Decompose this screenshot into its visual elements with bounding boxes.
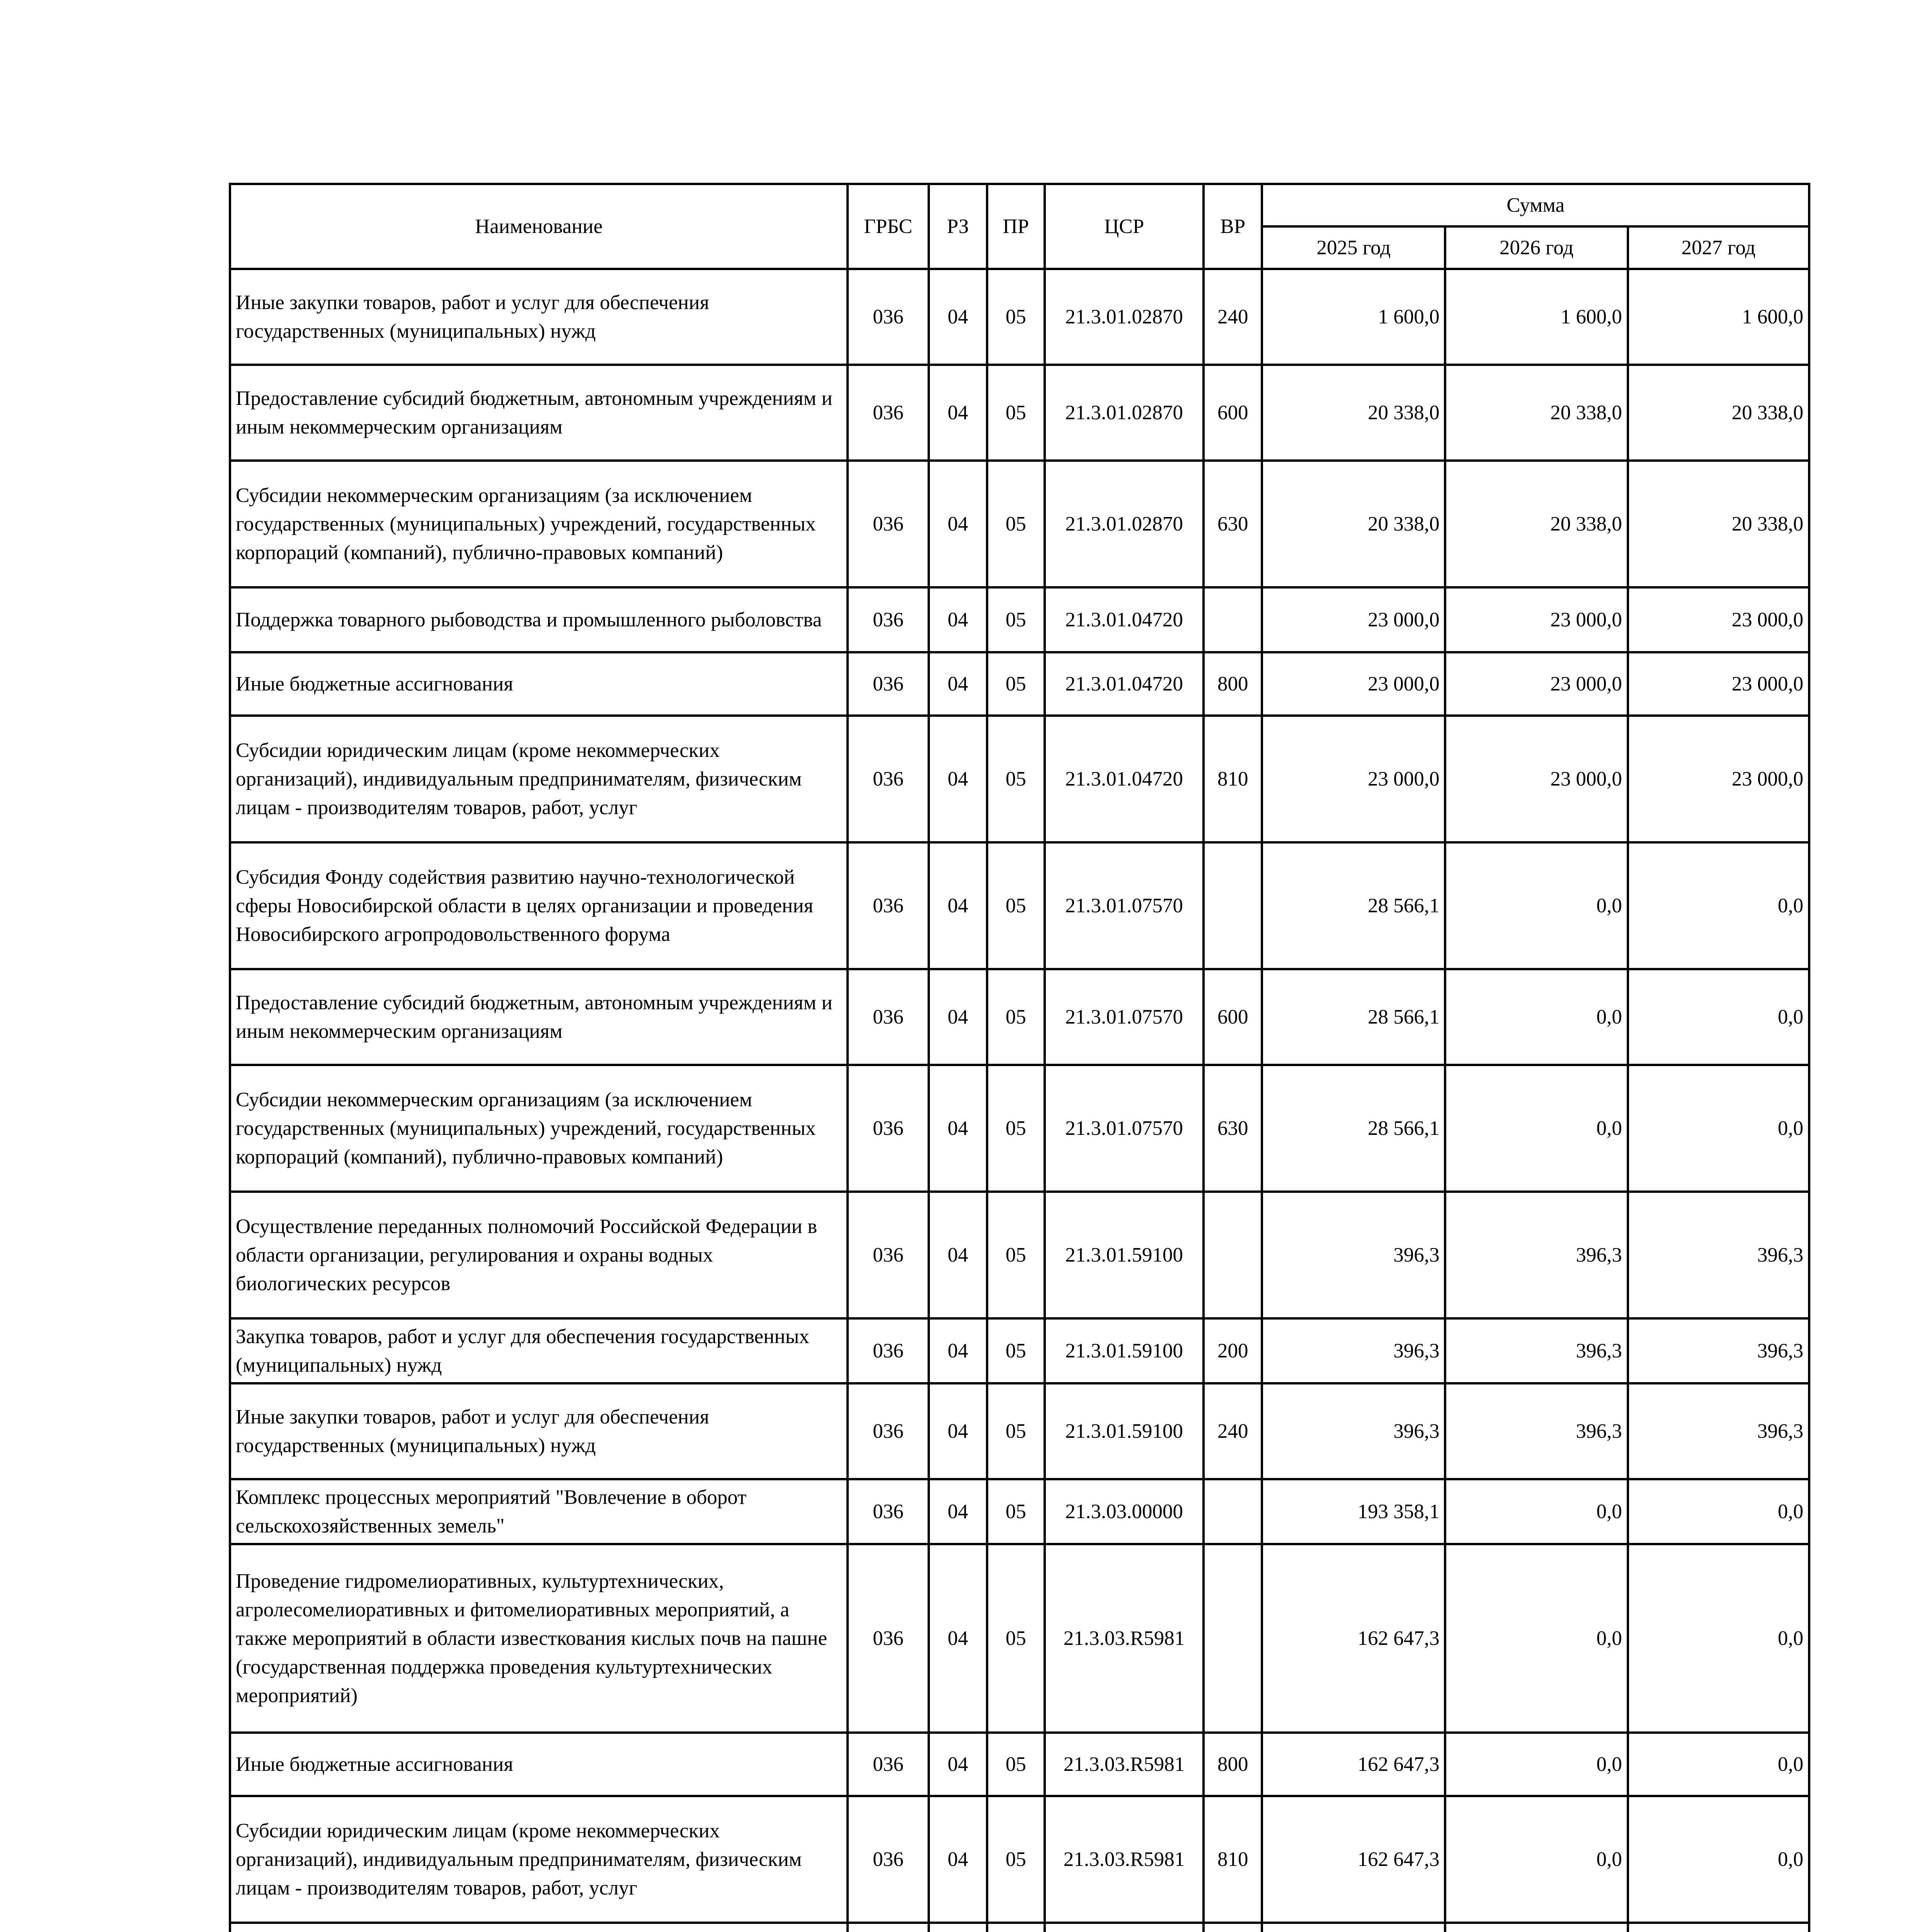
cell-pr: 05 <box>987 716 1045 842</box>
cell-rz: 04 <box>929 1733 987 1796</box>
table-row <box>230 1318 1809 1383</box>
cell-name <box>230 1923 848 1932</box>
cell-2025: 162 647,3 <box>1262 1733 1445 1796</box>
cell-pr: 05 <box>987 1192 1045 1318</box>
table-row <box>230 1544 1809 1733</box>
cell-rz: 04 <box>929 842 987 969</box>
cell-2026: 0,0 <box>1445 842 1628 969</box>
cell-2027: 0,0 <box>1628 1544 1809 1733</box>
cell-csr: 21.3.01.02870 <box>1045 365 1204 461</box>
cell-rz: 04 <box>929 587 987 652</box>
cell-csr: 21.3.01.02870 <box>1045 269 1204 365</box>
cell-grbs: 036 <box>848 1065 929 1192</box>
cell-name: Предоставление субсидий бюджетным, автономным учреждениям и иным некоммерческим организациям <box>230 969 848 1065</box>
cell-2026: 23 000,0 <box>1445 587 1628 652</box>
cell-grbs: 036 <box>848 842 929 969</box>
cell-2025: 20 338,0 <box>1262 365 1445 461</box>
table-row <box>230 716 1809 842</box>
cell-name: Иные бюджетные ассигнования <box>230 1733 848 1796</box>
cell-pr: 05 <box>987 1796 1045 1923</box>
table-row <box>230 587 1809 652</box>
table-row <box>230 1923 1809 1932</box>
cell-csr: 21.3.03.R5981 <box>1045 1796 1204 1923</box>
cell-name: Иные закупки товаров, работ и услуг для обеспечения государственных (муниципальных) нужд <box>230 269 848 365</box>
cell-vr: 810 <box>1204 716 1262 842</box>
cell-2027: 0,0 <box>1628 1479 1809 1544</box>
cell-rz: 04 <box>929 1796 987 1923</box>
cell-name: Проведение гидромелиоративных, культуртехнических, агролесомелиоративных и фитомелиоративных мероприятий, а также мероприятий в области известкования кислых почв на пашне (государственная поддержка проведения культуртехнических мероприятий) <box>230 1544 848 1733</box>
cell-name: Субсидии некоммерческим организациям (за исключением государственных (муниципальных) учреждений, государственных корпораций (компаний), публично-правовых компаний) <box>230 461 848 587</box>
cell-grbs: 036 <box>848 1479 929 1544</box>
cell-name: Иные закупки товаров, работ и услуг для обеспечения государственных (муниципальных) нужд <box>230 1383 848 1479</box>
cell-2027: 23 000,0 <box>1628 587 1809 652</box>
cell-name: Субсидии некоммерческим организациям (за исключением государственных (муниципальных) учреждений, государственных корпораций (компаний), публично-правовых компаний) <box>230 1065 848 1192</box>
cell-csr: 21.3.01.59100 <box>1045 1318 1204 1383</box>
cell-grbs: 036 <box>848 1318 929 1383</box>
cell-pr: 05 <box>987 1544 1045 1733</box>
cell-2027: 0,0 <box>1628 1733 1809 1796</box>
cell-rz: 04 <box>929 1479 987 1544</box>
cell-grbs: 036 <box>848 652 929 716</box>
cell-2027: 23 000,0 <box>1628 652 1809 716</box>
cell-2027: 0,0 <box>1628 842 1809 969</box>
cell-grbs: 036 <box>848 1733 929 1796</box>
table-row <box>230 1796 1809 1923</box>
cell-2025: 28 566,1 <box>1262 1065 1445 1192</box>
cell-pr: 05 <box>987 1318 1045 1383</box>
cell-2027: 0,0 <box>1628 1796 1809 1923</box>
cell-rz: 04 <box>929 652 987 716</box>
cell-grbs: 036 <box>848 1796 929 1923</box>
cell-rz: 04 <box>929 365 987 461</box>
cell-rz: 04 <box>929 969 987 1065</box>
cell-rz: 04 <box>929 461 987 587</box>
cell-name: Предоставление субсидий бюджетным, автономным учреждениям и иным некоммерческим организациям <box>230 365 848 461</box>
cell-2025: 193 358,1 <box>1262 1479 1445 1544</box>
cell-name: Субсидии юридическим лицам (кроме некоммерческих организаций), индивидуальным предпринимателям, физическим лицам - производителям товаров, работ, услуг <box>230 1796 848 1923</box>
cell-2026: 0,0 <box>1445 1479 1628 1544</box>
cell-name: Осуществление переданных полномочий Российской Федерации в области организации, регулирования и охраны водных биологических ресурсов <box>230 1192 848 1318</box>
cell-pr: 05 <box>987 1733 1045 1796</box>
cell-grbs: 036 <box>848 1192 929 1318</box>
cell-pr: 05 <box>987 969 1045 1065</box>
header-2025: 2025 год <box>1262 226 1445 269</box>
table-row <box>230 1192 1809 1318</box>
cell-grbs: 036 <box>848 365 929 461</box>
cell-name: Субсидия Фонду содействия развитию научно-технологической сферы Новосибирской области в целях организации и проведения Новосибирского агропродовольственного форума <box>230 842 848 969</box>
cell-grbs: 036 <box>848 1383 929 1479</box>
cell-rz: 04 <box>929 1383 987 1479</box>
cell-pr: 05 <box>987 587 1045 652</box>
cell-2026: 0,0 <box>1445 1544 1628 1733</box>
cell-2026: 23 000,0 <box>1445 716 1628 842</box>
cell-vr: 810 <box>1204 1796 1262 1923</box>
header-2026: 2026 год <box>1445 226 1628 269</box>
cell-2027: 20 338,0 <box>1628 365 1809 461</box>
cell-vr <box>1204 1923 1262 1932</box>
cell-2025: 28 566,1 <box>1262 842 1445 969</box>
cell-2027: 20 338,0 <box>1628 461 1809 587</box>
cell-2025: 23 000,0 <box>1262 652 1445 716</box>
cell-vr: 600 <box>1204 969 1262 1065</box>
cell-2026 <box>1445 1923 1628 1932</box>
cell-2026: 0,0 <box>1445 1796 1628 1923</box>
cell-2026: 23 000,0 <box>1445 652 1628 716</box>
cell-csr: 21.3.01.07570 <box>1045 842 1204 969</box>
cell-2026: 20 338,0 <box>1445 461 1628 587</box>
cell-2026: 396,3 <box>1445 1192 1628 1318</box>
table-row <box>230 1383 1809 1479</box>
cell-vr <box>1204 1544 1262 1733</box>
cell-pr: 05 <box>987 1383 1045 1479</box>
cell-pr: 05 <box>987 1479 1045 1544</box>
cell-vr <box>1204 587 1262 652</box>
cell-rz: 04 <box>929 716 987 842</box>
budget-table <box>229 183 1810 1932</box>
cell-2027: 396,3 <box>1628 1383 1809 1479</box>
cell-csr: 21.3.01.02870 <box>1045 461 1204 587</box>
header-sum: Сумма <box>1262 184 1809 226</box>
cell-vr: 800 <box>1204 1733 1262 1796</box>
cell-name: Субсидии юридическим лицам (кроме некоммерческих организаций), индивидуальным предпринимателям, физическим лицам - производителям товаров, работ, услуг <box>230 716 848 842</box>
cell-2025: 23 000,0 <box>1262 716 1445 842</box>
cell-pr: 05 <box>987 842 1045 969</box>
cell-csr: 21.3.03.00000 <box>1045 1479 1204 1544</box>
cell-rz: 04 <box>929 1065 987 1192</box>
cell-2025: 396,3 <box>1262 1192 1445 1318</box>
cell-2025: 162 647,3 <box>1262 1544 1445 1733</box>
table-row <box>230 1065 1809 1192</box>
cell-2026: 0,0 <box>1445 969 1628 1065</box>
cell-csr: 21.3.01.07570 <box>1045 1065 1204 1192</box>
cell-2025 <box>1262 1923 1445 1932</box>
header-pr: ПР <box>987 184 1045 269</box>
cell-csr: 21.3.01.04720 <box>1045 716 1204 842</box>
cell-name: Иные бюджетные ассигнования <box>230 652 848 716</box>
cell-name: Поддержка товарного рыбоводства и промышленного рыболовства <box>230 587 848 652</box>
cell-vr: 240 <box>1204 1383 1262 1479</box>
cell-2025: 1 600,0 <box>1262 269 1445 365</box>
table-row <box>230 1733 1809 1796</box>
table-row <box>230 969 1809 1065</box>
cell-2025: 28 566,1 <box>1262 969 1445 1065</box>
cell-pr: 05 <box>987 1065 1045 1192</box>
cell-2026: 20 338,0 <box>1445 365 1628 461</box>
header-vr: ВР <box>1204 184 1262 269</box>
header-rz: РЗ <box>929 184 987 269</box>
cell-2026: 0,0 <box>1445 1065 1628 1192</box>
cell-csr: 21.3.01.04720 <box>1045 652 1204 716</box>
header-name: Наименование <box>230 184 848 269</box>
table-row <box>230 652 1809 716</box>
header-2027: 2027 год <box>1628 226 1809 269</box>
cell-2025: 162 647,3 <box>1262 1796 1445 1923</box>
cell-csr: 21.3.01.59100 <box>1045 1383 1204 1479</box>
cell-grbs: 036 <box>848 969 929 1065</box>
table-row <box>230 1479 1809 1544</box>
cell-vr: 630 <box>1204 461 1262 587</box>
cell-vr: 600 <box>1204 365 1262 461</box>
table-body <box>230 269 1809 1932</box>
cell-rz: 04 <box>929 1318 987 1383</box>
cell-vr: 240 <box>1204 269 1262 365</box>
cell-pr: 05 <box>987 269 1045 365</box>
cell-vr <box>1204 1479 1262 1544</box>
cell-vr: 800 <box>1204 652 1262 716</box>
cell-csr: 21.3.01.04720 <box>1045 587 1204 652</box>
cell-name: Закупка товаров, работ и услуг для обеспечения государственных (муниципальных) нужд <box>230 1318 848 1383</box>
cell-csr <box>1045 1923 1204 1932</box>
cell-csr: 21.3.03.R5981 <box>1045 1544 1204 1733</box>
table-row <box>230 365 1809 461</box>
table-row <box>230 269 1809 365</box>
cell-2025: 396,3 <box>1262 1318 1445 1383</box>
cell-2026: 1 600,0 <box>1445 269 1628 365</box>
cell-vr: 630 <box>1204 1065 1262 1192</box>
cell-csr: 21.3.03.R5981 <box>1045 1733 1204 1796</box>
cell-2027 <box>1628 1923 1809 1932</box>
cell-rz: 04 <box>929 1544 987 1733</box>
cell-2027: 0,0 <box>1628 1065 1809 1192</box>
cell-grbs <box>848 1923 929 1932</box>
cell-2027: 396,3 <box>1628 1318 1809 1383</box>
cell-2027: 23 000,0 <box>1628 716 1809 842</box>
cell-pr: 05 <box>987 461 1045 587</box>
table-row <box>230 842 1809 969</box>
cell-2026: 396,3 <box>1445 1318 1628 1383</box>
cell-rz: 04 <box>929 269 987 365</box>
cell-pr <box>987 1923 1045 1932</box>
cell-grbs: 036 <box>848 587 929 652</box>
cell-vr: 200 <box>1204 1318 1262 1383</box>
cell-name: Комплекс процессных мероприятий "Вовлечение в оборот сельскохозяйственных земель" <box>230 1479 848 1544</box>
cell-2025: 396,3 <box>1262 1383 1445 1479</box>
table-row <box>230 461 1809 587</box>
cell-2025: 23 000,0 <box>1262 587 1445 652</box>
cell-2026: 396,3 <box>1445 1383 1628 1479</box>
header-csr: ЦСР <box>1045 184 1204 269</box>
cell-csr: 21.3.01.07570 <box>1045 969 1204 1065</box>
cell-2026: 0,0 <box>1445 1733 1628 1796</box>
cell-pr: 05 <box>987 652 1045 716</box>
cell-2027: 1 600,0 <box>1628 269 1809 365</box>
cell-grbs: 036 <box>848 1544 929 1733</box>
cell-2027: 396,3 <box>1628 1192 1809 1318</box>
cell-grbs: 036 <box>848 269 929 365</box>
cell-vr <box>1204 842 1262 969</box>
cell-vr <box>1204 1192 1262 1318</box>
cell-grbs: 036 <box>848 716 929 842</box>
cell-grbs: 036 <box>848 461 929 587</box>
cell-rz <box>929 1923 987 1932</box>
cell-2027: 0,0 <box>1628 969 1809 1065</box>
cell-2025: 20 338,0 <box>1262 461 1445 587</box>
cell-pr: 05 <box>987 365 1045 461</box>
cell-csr: 21.3.01.59100 <box>1045 1192 1204 1318</box>
header-grbs: ГРБС <box>848 184 929 269</box>
cell-rz: 04 <box>929 1192 987 1318</box>
